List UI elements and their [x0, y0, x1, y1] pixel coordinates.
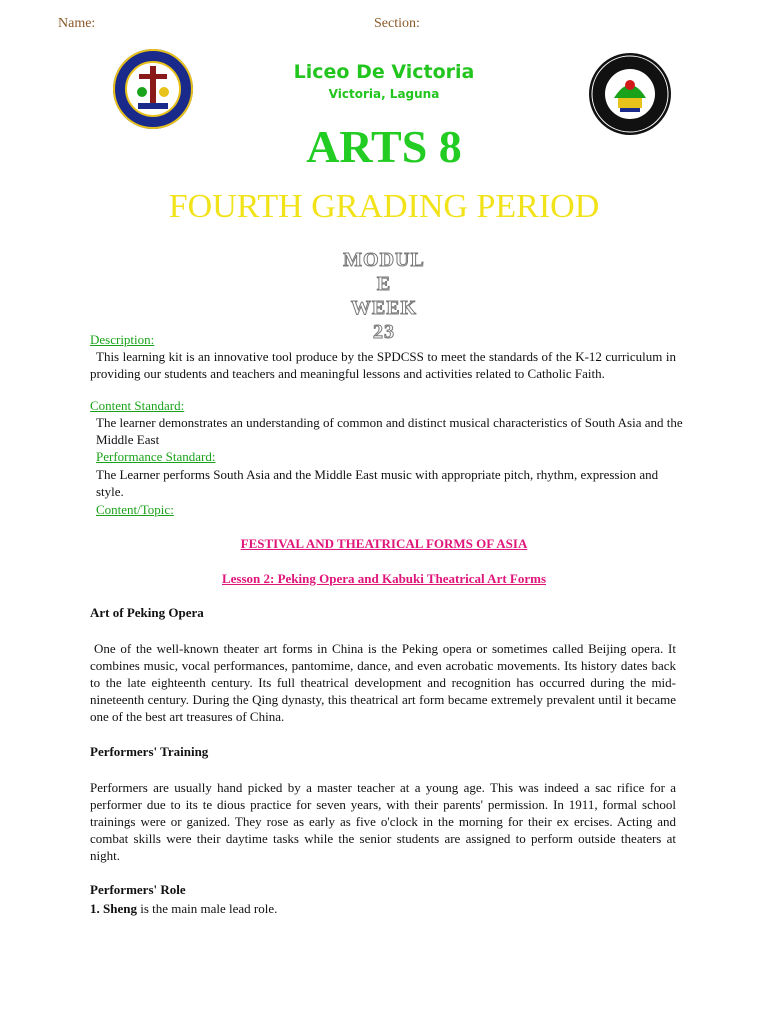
role-item	[90, 900, 676, 917]
description-label: Description:	[90, 332, 155, 347]
module-week-title	[0, 248, 768, 344]
art-heading: Art of Peking Opera	[90, 605, 204, 620]
school-location: Victoria, Laguna	[328, 87, 440, 101]
performance-standard-label: Performance Standard:	[96, 449, 216, 464]
module-line: E	[376, 273, 392, 295]
module-line: MODUL	[343, 249, 425, 271]
description-text: This learning kit is an innovative tool produce by the SPDCSS to meet the standards of the K-12 curriculum in providing our students and teachers and meaningful lessons and activities related to Catholic Faith.	[90, 349, 676, 381]
content-standard-label: Content Standard:	[90, 398, 185, 413]
section-label: Section:	[374, 16, 420, 31]
lesson-title: Lesson 2: Peking Opera and Kabuki Theatrical Art Forms	[221, 571, 547, 586]
role-item-term: Sheng	[103, 901, 137, 916]
content-standard-text: The learner demonstrates an understanding of common and distinct musical characteristics of South Asia and the Middle East	[96, 415, 683, 447]
grading-period-title: FOURTH GRADING PERIOD	[168, 188, 600, 225]
name-label: Name:	[58, 16, 96, 31]
content-topic-label: Content/Topic:	[96, 502, 174, 517]
training-heading: Performers' Training	[90, 744, 209, 759]
subject-title: ARTS 8	[306, 121, 462, 172]
module-line: WEEK	[350, 297, 418, 319]
module-line: 23	[373, 321, 395, 343]
art-paragraph: One of the well-known theater art forms in China is the Peking opera or sometimes called Beijing opera. It combines music, vocal performances, pantomime, dance, and even acrobatic movements. Its history dates back to the late eighteenth century. Its full theatrical development and recognition has occurred during the mid-nineteenth century. During the Qing dynasty, this theatrical art form became extremely prevalent until it became one of the best art treasures of China.	[90, 641, 676, 724]
role-heading: Performers' Role	[90, 882, 186, 897]
topic-title: FESTIVAL AND THEATRICAL FORMS OF ASIA	[240, 536, 528, 551]
role-item-text: is the main male lead role.	[136, 901, 278, 916]
school-name: Liceo De Victoria	[293, 61, 475, 83]
role-item-number: 1.	[90, 901, 100, 916]
performance-standard-text: The Learner performs South Asia and the Middle East music with appropriate pitch, rhythm, expression and style.	[96, 467, 659, 499]
training-paragraph: Performers are usually hand picked by a master teacher at a young age. This was indeed a sac rifice for a performer due to its te dious practice for seven years, with their parents' permission. In 1911, formal school trainings were or ganized. They rose as early as five o'clock in the morning for their ex ercises. Acting and combat skills were their daytime tasks while the senior students are assigned to perform outside theaters at night.	[90, 780, 676, 863]
